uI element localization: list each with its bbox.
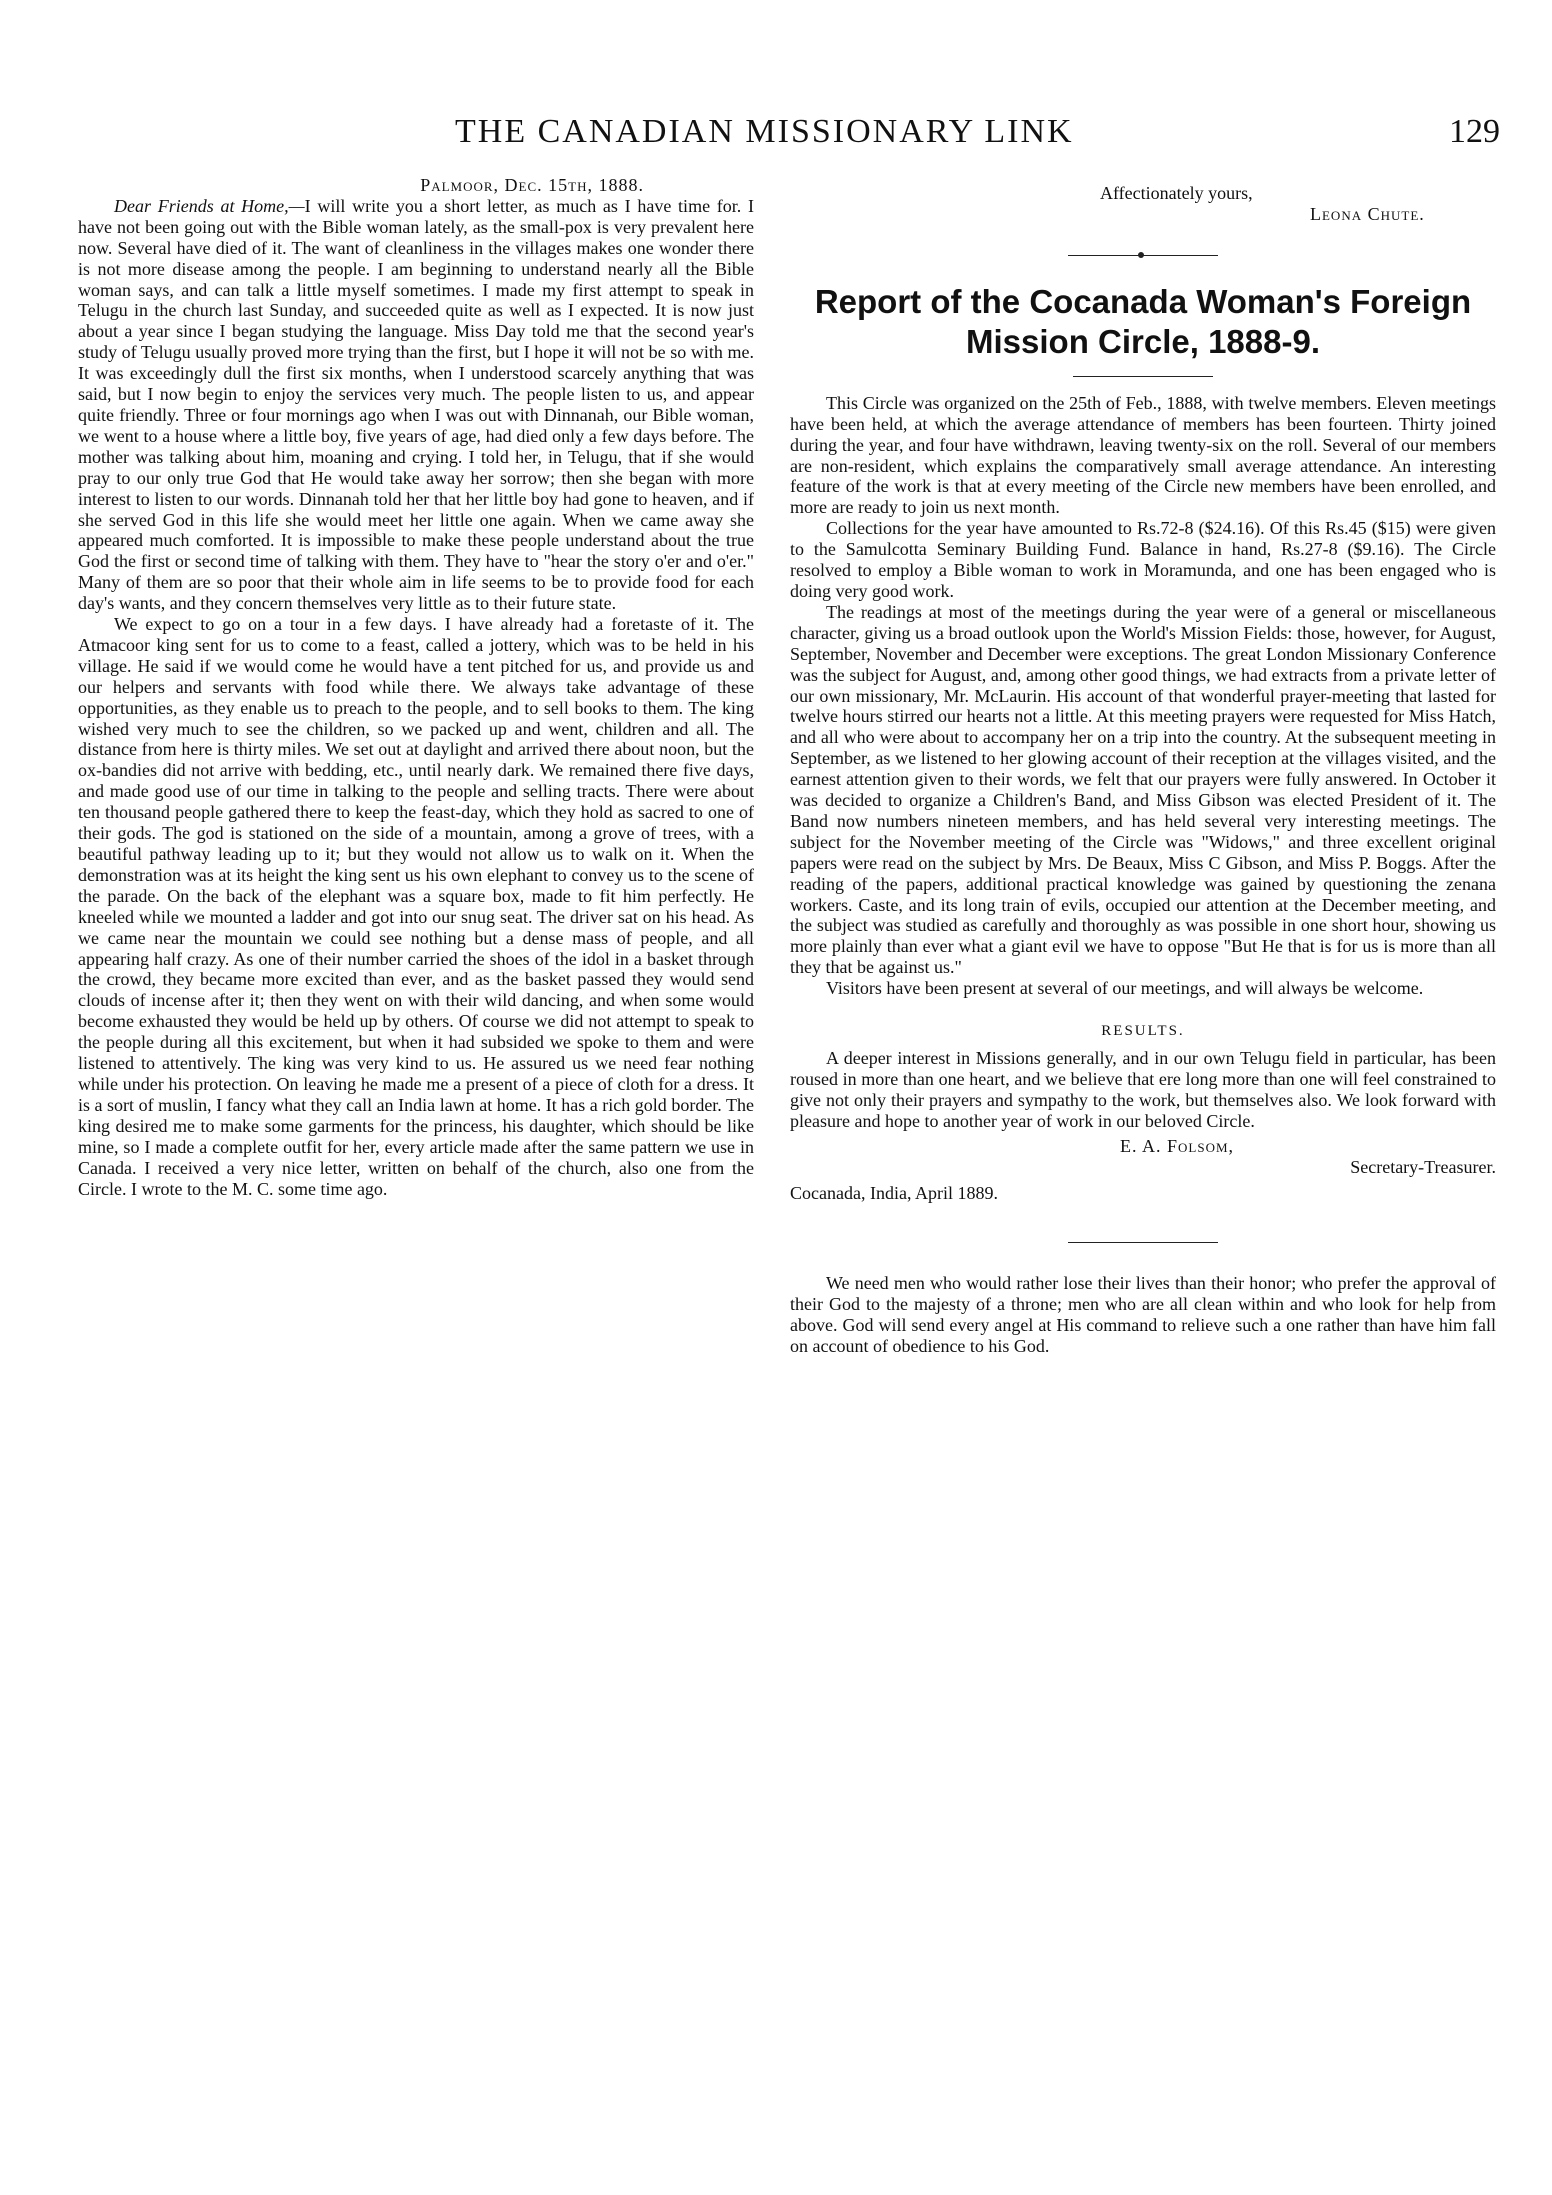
letter-paragraph-text: I will write you a short letter, as much as I have time for. I have not been going out with the Bible woman lately, as the small-pox is very prevalent here now. Several have died of it. The want of cleanliness in the villages makes one wonder there is not more disease among the people. I am beginning to understand nearly all the Bible woman says, and can talk a little myself sometimes. I made my first attempt to speak in Telugu in the church last Sunday, and succeeded quite as well as I expected. It is now just about a year since I began studying the language. Miss Day told me that the second year's study of Telugu usually proved more trying than the first, but I hope it will not be so with me. It was exceedingly dull the first six months, when I understood scarcely anything that was said, but I now begin to enjoy the services very much. The people listen to us, and appear quite friendly. Three or four mornings ago when I was out with Dinnanah, our Bible woman, we went to a house where a little boy, five years of age, had died only a few days before. The mother was talking about him, moaning and crying. I told her, in Telugu, that if she would pray to our only true God that He would take away her sorrow; then she began with more interest to listen to our words. Dinnanah told her that her little boy had gone to heaven, and if she served God in this life she would meet her little one again. When we came away she appeared much comforted. It is impossible to make these people understand about the true God the first or second time of talking with them. They have to "hear the story o'er and o'er." Many of them are so poor that their whole aim in life seems to be to provide food for each day's wants, and they concern themselves very little as to their future state. [78, 195, 754, 614]
title-rule [1073, 376, 1213, 377]
letter-signature: Leona Chute. [1310, 203, 1425, 224]
letter-salutation: Dear Friends at Home,— [114, 195, 305, 216]
letter-signoff: Affectionately yours, [1100, 183, 1253, 203]
section-divider [1068, 255, 1218, 256]
right-column [790, 175, 1496, 1357]
page-header [60, 105, 1500, 165]
page-number: 129 [1449, 113, 1500, 150]
report-paragraph: Collections for the year have amounted to Rs.72-8 ($24.16). Of this Rs.45 ($15) were given to the Samulcotta Seminary Building Fund. Balance in hand, Rs.27-8 ($9.16). The Circle resolved to employ a Bible woman to work in Moramunda, and one has been engaged who is doing very good work. [790, 518, 1496, 601]
report-place-date: Cocanada, India, April 1889. [790, 1183, 998, 1204]
letter-paragraph: We expect to go on a tour in a few days. I have already had a foretaste of it. The Atmacoor king sent for us to come to a feast, called a jottery, which was to be held in his village. He said if we would come he would have a tent pitched for us, and provide us and our helpers and servants with food while there. We always take advantage of these opportunities, as they enable us to preach to the people, and to sell books to them. The king wished very much to see the children, so we packed up and went, children and all. The distance from here is thirty miles. We set out at daylight and arrived there about noon, but the ox-bandies did not arrive with bedding, etc., until nearly dark. We remained there five days, and made good use of our time in talking to the people and selling tracts. There were about ten thousand people gathered there to keep the feast-day, which they hold as sacred to one of their gods. The god is stationed on the side of a mountain, among a grove of trees, with a beautiful pathway leading up to it; but they would not allow us to walk on it. When the demonstration was at its height the king sent us his own elephant to convey us to the scene of the parade. On the back of the elephant was a square box, made to fit him perfectly. He kneeled while we mounted a ladder and got into our snug seat. The driver sat on his head. As we came near the mountain we could see nothing but a dense mass of people, and all appearing half crazy. As one of their number carried the shoes of the idol in a basket through the crowd, they became more excited than ever, and as the basket passed they would send clouds of incense after it; then they went on with their wild dancing, and when some would become exhausted they would be held up by others. Of course we did not attempt to speak to the people during all this excitement, but when it had subsided we spoke to them and were listened to attentively. The king was very kind to us. He assured us we need fear nothing while under his protection. On leaving he made me a present of a piece of cloth for a dress. It is a sort of muslin, I fancy what they call an India lawn at home. It has a rich gold border. The king desired me to make some garments for the princess, his daughter, which should be like mine, so I made a complete outfit for her, every article made after the same pattern we use in Canada. I received a very nice letter, written on behalf of the church, also one from the Circle. I wrote to the M. C. some time ago. [78, 614, 754, 1199]
letter-paragraph [78, 196, 754, 614]
report-paragraph: Visitors have been present at several of our meetings, and will always be welcome. [826, 978, 1424, 999]
report-title-line1: Report of the Cocanada Woman's Foreign [814, 282, 1472, 320]
results-paragraph: A deeper interest in Missions generally, and in our own Telugu field in particular, has been roused in more than one heart, and we believe that ere long more than one will feel constrained to give not only their prayers and sympathy to the work, but themselves also. We look forward with pleasure and hope to another year of work in our beloved Circle. [790, 1048, 1496, 1131]
left-column [78, 175, 754, 1199]
report-signature-title: Secretary-Treasurer. [1350, 1156, 1496, 1177]
report-signature-name: E. A. Folsom, [1120, 1135, 1235, 1156]
report-title [790, 282, 1496, 362]
section-divider [1068, 1242, 1218, 1243]
report-title-line2: Mission Circle, 1888-9. [966, 322, 1320, 360]
report-paragraph: This Circle was organized on the 25th of Feb., 1888, with twelve members. Eleven meetings have been held, at which the average attendance of members has been fourteen. Thirty joined during the year, and four have withdrawn, leaving twenty-six on the roll. Several of our members are non-resident, which explains the comparatively small average attendance. An interesting feature of the work is that at every meeting of the Circle new members have been enrolled, and more are ready to join us next month. [790, 392, 1496, 518]
journal-title: THE CANADIAN MISSIONARY LINK [455, 113, 1074, 150]
letter-dateline: Palmoor, Dec. 15th, 1888. [420, 175, 644, 195]
report-signature [790, 1136, 1496, 1178]
closing-paragraph: We need men who would rather lose their lives than their honor; who prefer the approval of their God to the majesty of a throne; men who are all clean within and who look for help from above. God will send every angel at His command to relieve such a one rather than have him fall on account of obedience to his God. [790, 1273, 1496, 1357]
report-paragraph: The readings at most of the meetings during the year were of a general or miscellaneous character, giving us a broad outlook upon the World's Mission Fields: those, however, for August, September, November and December were exceptions. The great London Missionary Conference was the subject for August, and, among other good things, we had extracts from a private letter of our own missionary, Mr. McLaurin. His account of that wonderful prayer-meeting that lasted for twelve hours stirred our hearts not a little. At this meeting prayers were requested for Miss Hatch, and all who were about to accompany her on a trip into the country. At the subsequent meeting in September, as we listened to her glowing account of their reception at the villages visited, and the earnest attention given to their words, we felt that our prayers were fully answered. In October it was decided to organize a Children's Band, and Miss Gibson was elected President of it. The Band now numbers nineteen members, and has held several very interesting meetings. The subject for the November meeting of the Circle was "Widows," and three excellent original papers were read on the subject by Mrs. De Beaux, Miss C Gibson, and Miss P. Boggs. After the reading of the papers, additional practical knowledge was gained by questioning the zenana workers. Caste, and its long train of evils, occupied our attention at the December meeting, and the subject was studied as carefully and thoroughly as was possible in one short hour, showing us more plainly than ever what a giant evil we have to oppose "But He that is for us is more than all they that be against us." [790, 601, 1496, 978]
results-heading: RESULTS. [1101, 1023, 1185, 1040]
